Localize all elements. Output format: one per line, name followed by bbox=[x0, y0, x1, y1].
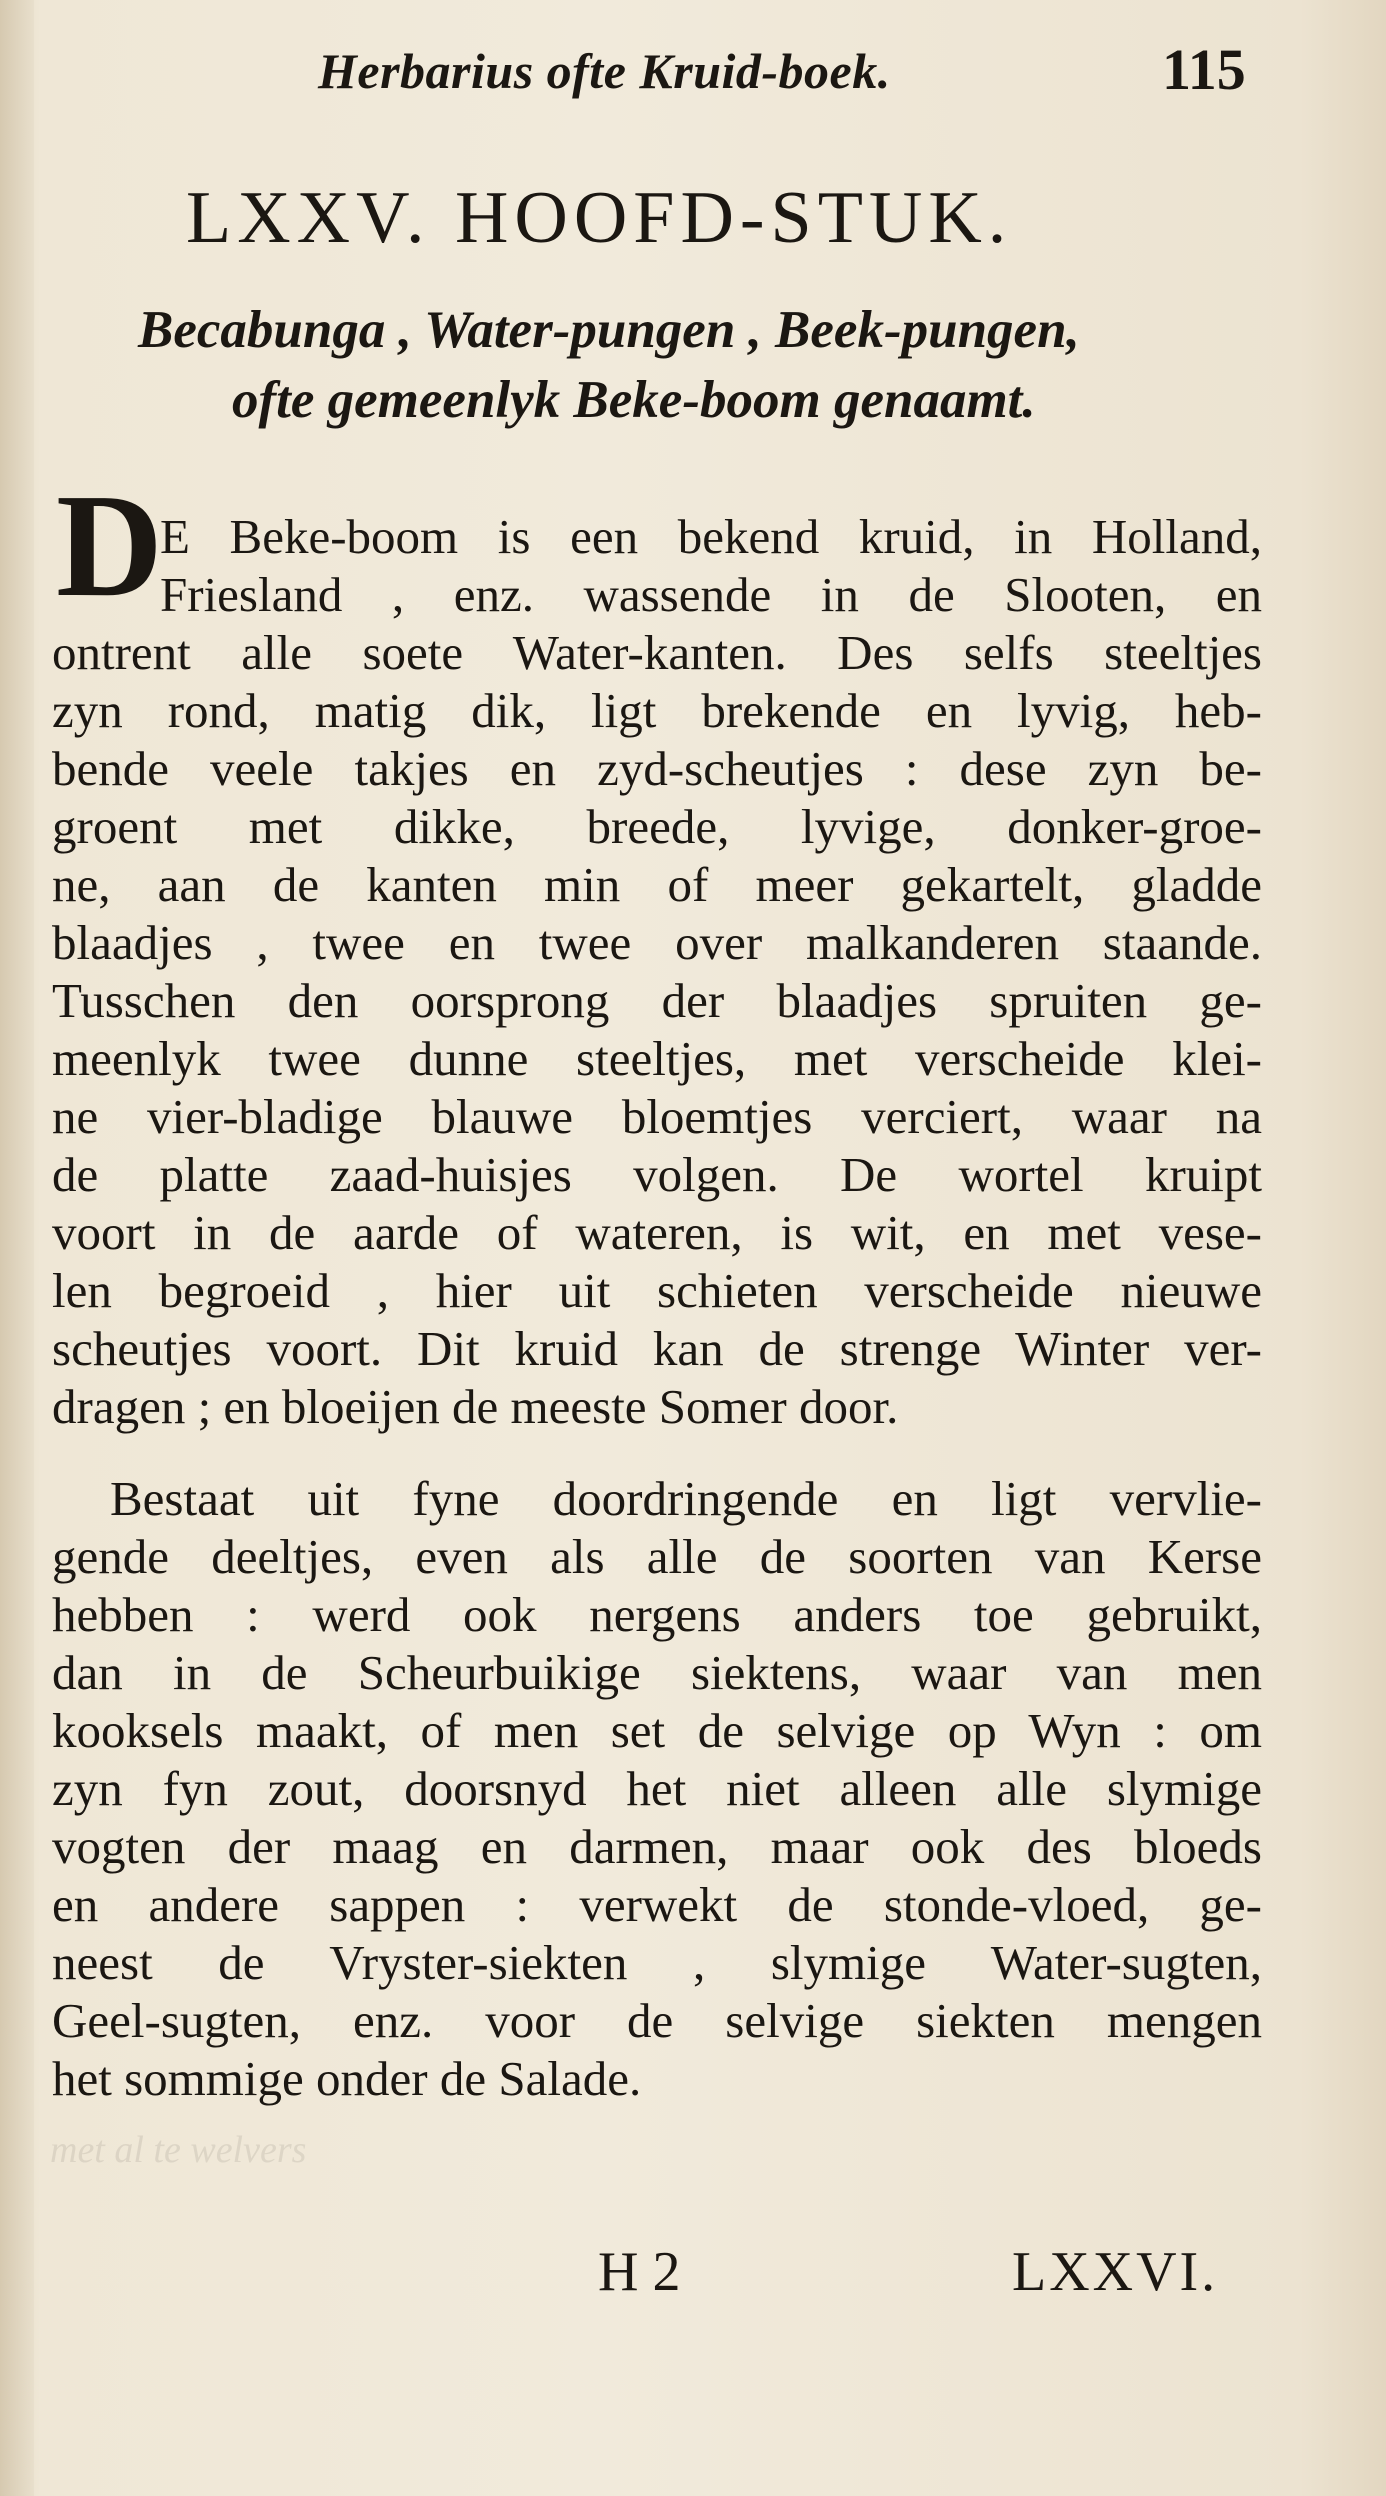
paragraph-2-line: zyn fyn zout, doorsnyd het niet alleen alle slymige bbox=[52, 1761, 1262, 1816]
paragraph-2-line: vogten der maag en darmen, maar ook des bloeds bbox=[52, 1819, 1262, 1874]
paragraph-2-line: kooksels maakt, of men set de selvige op Wyn : om bbox=[52, 1703, 1262, 1758]
chapter-title: LXXV. HOOFD-STUK. bbox=[186, 177, 1013, 259]
signature-mark: H 2 bbox=[598, 2241, 681, 2303]
drop-cap: D bbox=[56, 464, 163, 628]
paragraph-2-line: hebben : werd ook nergens anders toe gebruikt, bbox=[52, 1587, 1262, 1642]
paragraph-1-line: bende veele takjes en zyd-scheutjes : dese zyn be- bbox=[52, 741, 1262, 796]
chapter-subtitle-line-1: Becabunga , Water-pungen , Beek-pungen, bbox=[138, 301, 1080, 359]
page-gutter bbox=[0, 0, 34, 2496]
paragraph-1-line: de platte zaad-huisjes volgen. De wortel kruipt bbox=[52, 1147, 1262, 1202]
paragraph-1-line: Tusschen den oorsprong der blaadjes spruiten ge- bbox=[52, 973, 1262, 1028]
paragraph-1-line: ne, aan de kanten min of meer gekartelt, gladde bbox=[52, 857, 1262, 912]
chapter-subtitle-line-2: ofte gemeenlyk Beke-boom genaamt. bbox=[232, 371, 1036, 429]
paragraph-2-line: Bestaat uit fyne doordringende en ligt vervlie- bbox=[110, 1471, 1262, 1526]
paragraph-1-line: dragen ; en bloeijen de meeste Somer door. bbox=[52, 1379, 899, 1434]
page-number: 115 bbox=[1162, 37, 1246, 102]
paragraph-2-line: Geel-sugten, enz. voor de selvige siekten mengen bbox=[52, 1993, 1262, 2048]
paragraph-1-line: ne vier-bladige blauwe bloemtjes verciert, waar na bbox=[52, 1089, 1262, 1144]
paragraph-1-line: blaadjes , twee en twee over malkanderen staande. bbox=[52, 915, 1262, 970]
paragraph-1-line: voort in de aarde of wateren, is wit, en met vese- bbox=[52, 1205, 1262, 1260]
paragraph-1-line: E Beke-boom is een bekend kruid, in Holland, bbox=[160, 509, 1262, 564]
paragraph-1-line: groent met dikke, breede, lyvige, donker-groe- bbox=[52, 799, 1262, 854]
paragraph-1-line: ontrent alle soete Water-kanten. Des selfs steeltjes bbox=[52, 625, 1262, 680]
paragraph-2-line: en andere sappen : verwekt de stonde-vloed, ge- bbox=[52, 1877, 1262, 1932]
paragraph-2-line: gende deeltjes, even als alle de soorten van Kerse bbox=[52, 1529, 1262, 1584]
paragraph-1-line: Friesland , enz. wassende in de Slooten, en bbox=[160, 567, 1262, 622]
catchword: LXXVI. bbox=[1012, 2241, 1219, 2303]
paragraph-1-line: meenlyk twee dunne steeltjes, met verscheide klei- bbox=[52, 1031, 1262, 1086]
show-through-text: met al te welvers bbox=[50, 2129, 307, 2171]
paragraph-1-line: zyn rond, matig dik, ligt brekende en lyvig, heb- bbox=[52, 683, 1262, 738]
paragraph-1-line: scheutjes voort. Dit kruid kan de strenge Winter ver- bbox=[52, 1321, 1262, 1376]
running-head: Herbarius ofte Kruid-boek. bbox=[318, 43, 891, 99]
paragraph-2-line: het sommige onder de Salade. bbox=[52, 2051, 642, 2106]
paragraph-2-line: dan in de Scheurbuikige siektens, waar van men bbox=[52, 1645, 1262, 1700]
paragraph-1-line: len begroeid , hier uit schieten verscheide nieuwe bbox=[52, 1263, 1262, 1318]
paragraph-2-line: neest de Vryster-siekten , slymige Water-sugten, bbox=[52, 1935, 1262, 1990]
